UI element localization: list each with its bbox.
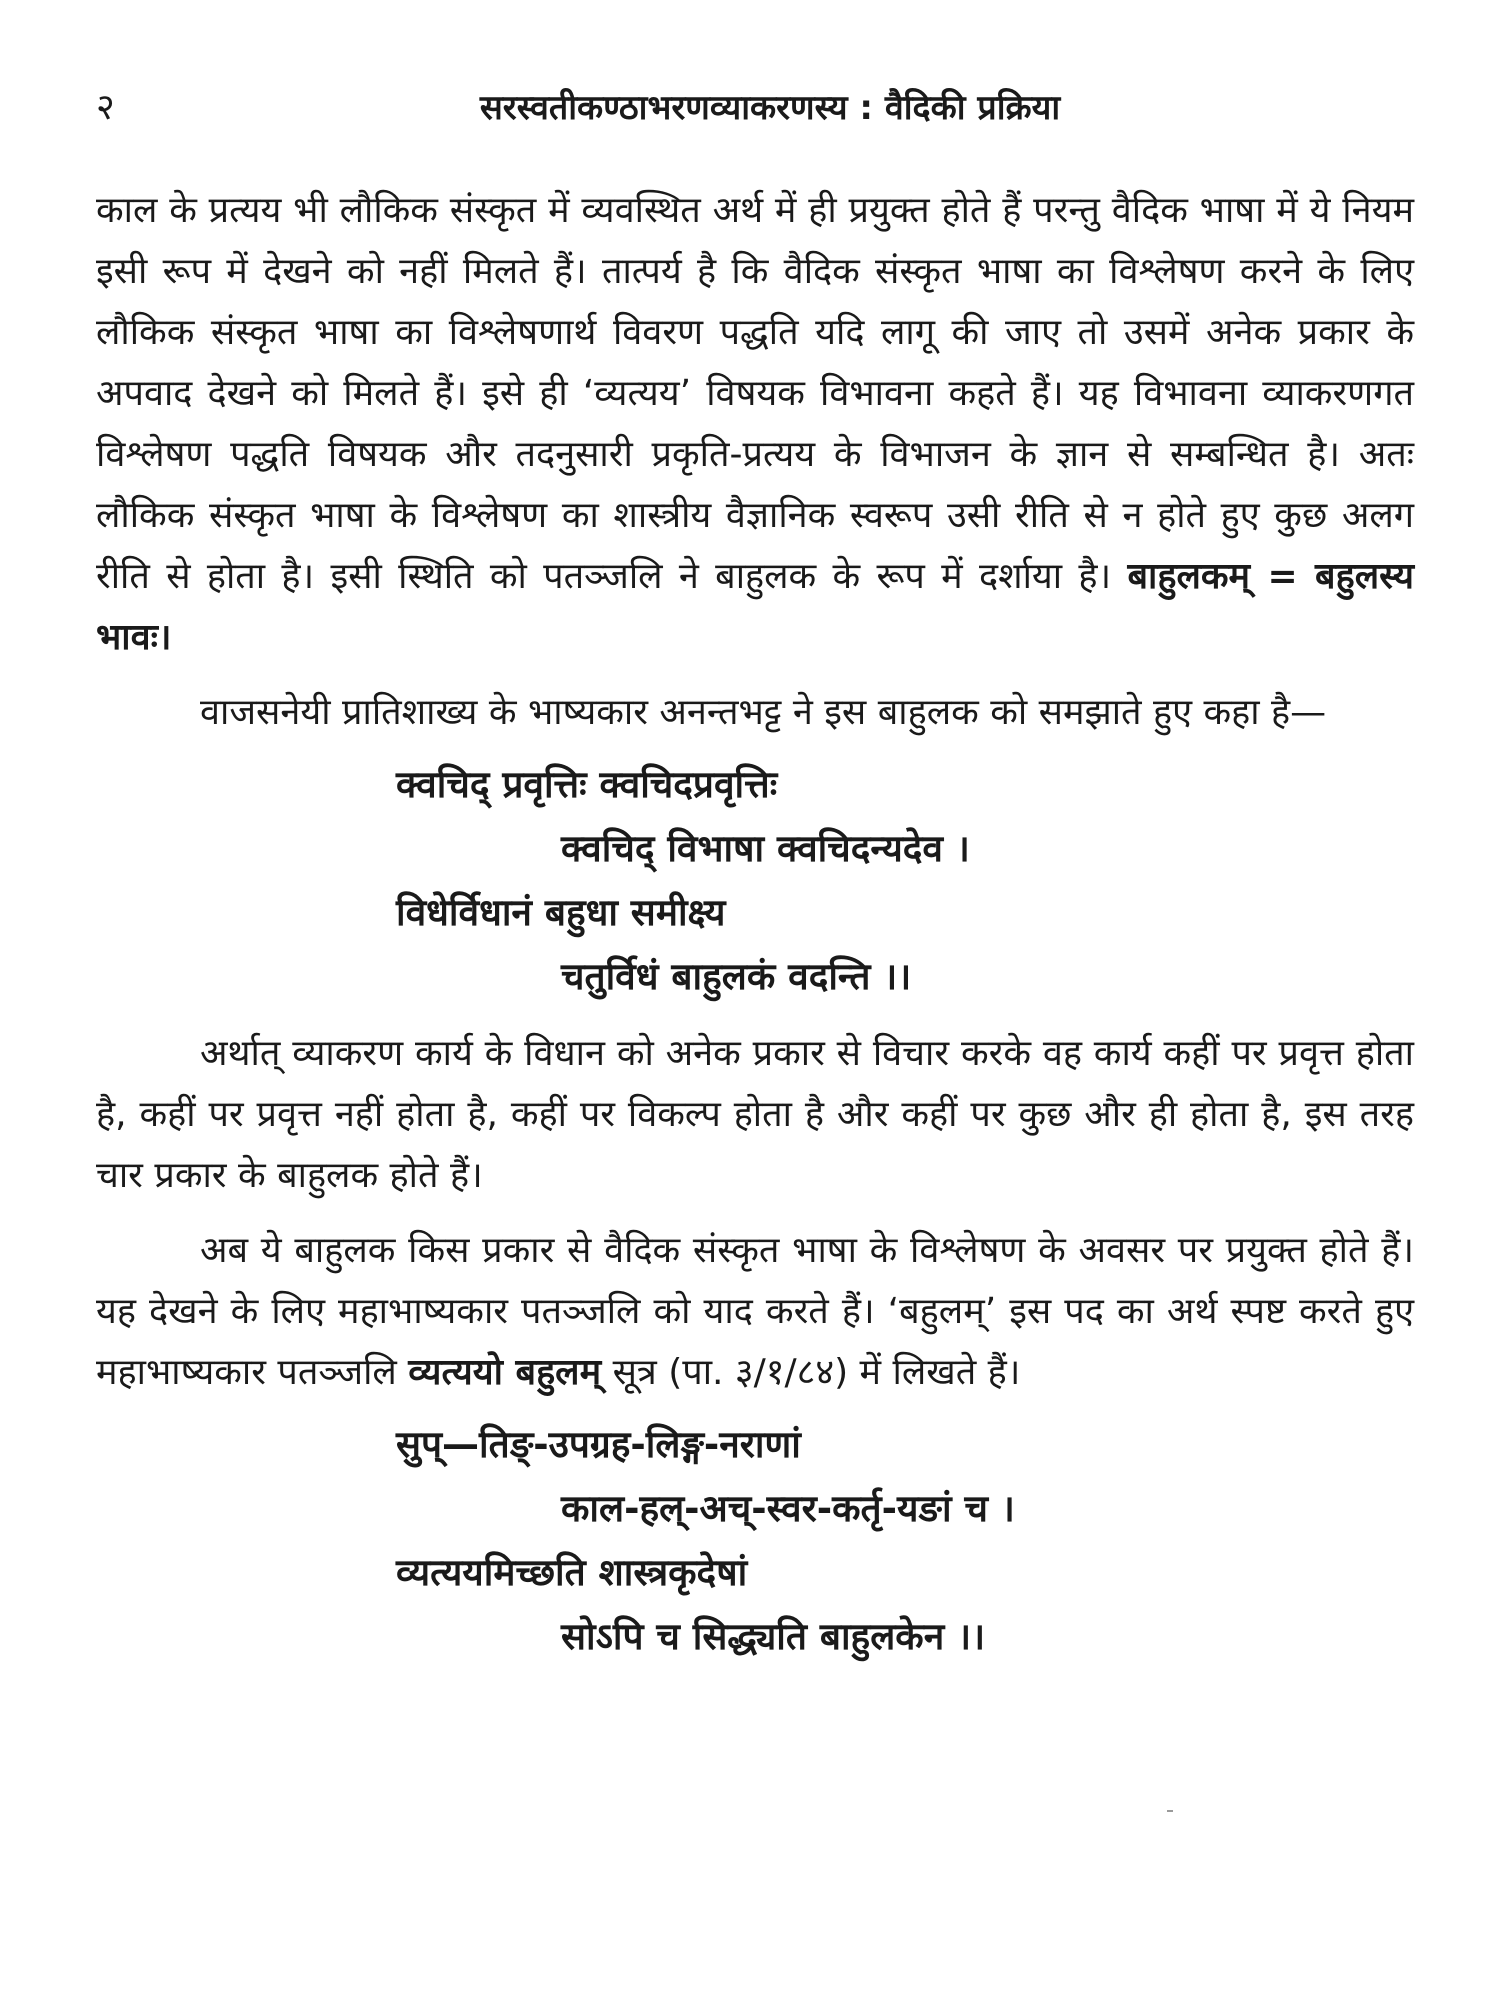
sutra-name: व्यत्ययो बहुलम् [408, 1352, 602, 1393]
paragraph-4-text: अब ये बाहुलक किस प्रकार से वैदिक संस्कृत भाषा के विश्लेषण के अवसर पर प्रयुक्त होते हैं। यह देखने के लिए महाभाष्यकार पतञ्जलि को याद करते हैं। ‘बहुलम्’ इस पद का अर्थ स्पष्ट करते हुए महाभाष्यकार पतञ्जलि [96, 1230, 1414, 1393]
bahulakam-definition: बाहुलकम् = बहुलस्य भावः। [96, 556, 1414, 658]
paragraph-2: वाजसनेयी प्रातिशाख्य के भाष्यकार अनन्तभट्ट ने इस बाहुलक को समझाते हुए कहा है— [200, 692, 1327, 733]
running-title: सरस्वतीकण्ठाभरणव्याकरणस्य : वैदिकी प्रक्रिया [479, 88, 1061, 128]
verse-2-line-2: काल-हल्-अच्-स्वर-कर्तृ-यङां च । [561, 1487, 1015, 1530]
paragraph-1 [96, 180, 1414, 668]
verse-block-1 [96, 753, 1414, 1009]
page-number: २ [96, 87, 115, 128]
verse-1-line-3: विधेर्विधानं बहुधा समीक्ष्य [396, 891, 726, 934]
body-text [96, 180, 1414, 1677]
verse-2-line-3: व्यत्ययमिच्छति शास्त्रकृदेषां [396, 1551, 748, 1594]
verse-1-line-1: क्वचिद् प्रवृत्तिः क्वचिदप्रवृत्तिः [396, 763, 778, 806]
verse-1-line-2: क्वचिद् विभाषा क्वचिदन्यदेव । [561, 827, 970, 870]
running-header [96, 78, 1404, 138]
print-speck [1167, 1810, 1173, 1812]
paragraph-3: अर्थात् व्याकरण कार्य के विधान को अनेक प्रकार से विचार करके वह कार्य कहीं पर प्रवृत्त होता है, कहीं पर प्रवृत्त नहीं होता है, कहीं पर विकल्प होता है और कहीं पर कुछ और ही होता है, इस तरह चार प्रकार के बाहुलक होते हैं। [96, 1033, 1414, 1196]
verse-block-2 [96, 1413, 1414, 1669]
verse-2-line-4: सोऽपि च सिद्ध्यति बाहुलकेन ।। [561, 1615, 986, 1658]
verse-2-line-1: सुप्—तिङ्-उपग्रह-लिङ्ग-नराणां [396, 1423, 801, 1466]
paragraph-1-text: काल के प्रत्यय भी लौकिक संस्कृत में व्यवस्थित अर्थ में ही प्रयुक्त होते हैं परन्तु वैदिक भाषा में ये नियम इसी रूप में देखने को नहीं मिलते हैं। तात्पर्य है कि वैदिक संस्कृत भाषा का विश्लेषण करने के लिए लौकिक संस्कृत भाषा का विश्लेषणार्थ विवरण पद्धति यदि लागू की जाए तो उसमें अनेक प्रकार के अपवाद देखने को मिलते हैं। इसे ही ‘व्यत्यय’ विषयक विभावना कहते हैं। यह विभावना व्याकरणगत विश्लेषण पद्धति विषयक और तदनुसारी प्रकृति-प्रत्यय के विभाजन के ज्ञान से सम्बन्धित है। अतः लौकिक संस्कृत भाषा के विश्लेषण का शास्त्रीय वैज्ञानिक स्वरूप उसी रीति से न होते हुए कुछ अलग रीति से होता है। इसी स्थिति को पतञ्जलि ने बाहुलक के रूप में दर्शाया है। [96, 190, 1414, 597]
verse-1-line-4: चतुर्विधं बाहुलकं वदन्ति ।। [561, 955, 912, 998]
sutra-reference: सूत्र (पा. ३/१/८४) में लिखते हैं। [612, 1352, 1021, 1393]
paragraph-4 [96, 1220, 1414, 1403]
